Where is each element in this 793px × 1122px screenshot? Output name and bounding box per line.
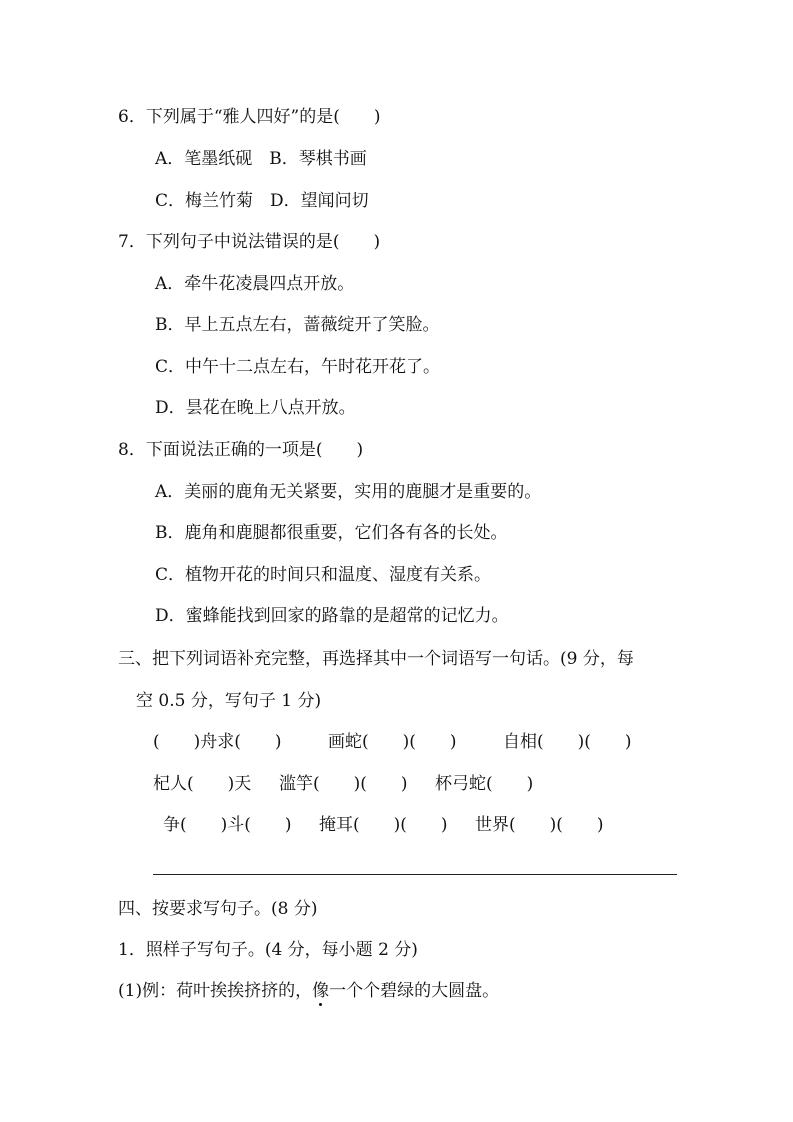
section3-heading: 三、把下列词语补充完整，再选择其中一个词语写一句话。(9 分，每 [118, 649, 634, 669]
idiom-fill-5: 滥竽( )( ) [279, 774, 408, 794]
section4-example [118, 980, 499, 1002]
q8-option-a: A．美丽的鹿角无关紧要，实用的鹿腿才是重要的。 [155, 482, 542, 502]
example-emphasis-char: 像 [312, 981, 330, 1001]
q8-option-d: D．蜜蜂能找到回家的路靠的是超常的记忆力。 [155, 606, 509, 626]
sentence-answer-line [153, 874, 677, 875]
q8-stem: 8．下面说法正确的一项是( ) [118, 440, 364, 460]
q6-options-ab: A．笔墨纸砚 B．琴棋书画 [155, 149, 367, 169]
section3-heading-cont: 空 0.5 分，写句子 1 分) [136, 691, 322, 711]
q7-option-c: C．中午十二点左右，午时花开花了。 [155, 357, 441, 377]
example-prefix: (1)例：荷叶挨挨挤挤的， [118, 981, 313, 1001]
q7-stem: 7．下列句子中说法错误的是( ) [118, 232, 381, 252]
q6-stem: 6．下列属于“雅人四好”的是( ) [118, 107, 381, 127]
idiom-fill-1: ( )舟求( ) [153, 732, 282, 752]
example-suffix: 一个个碧绿的大圆盘。 [329, 981, 500, 1001]
idiom-fill-4: 杞人( )天 [153, 774, 252, 794]
idiom-fill-9: 世界( )( ) [475, 815, 604, 835]
section4-q1: 1．照样子写句子。(4 分，每小题 2 分) [118, 940, 418, 960]
q7-option-d: D．昙花在晚上八点开放。 [155, 398, 356, 418]
idiom-fill-7: 争( )斗( ) [163, 815, 292, 835]
q8-option-b: B．鹿角和鹿腿都很重要，它们各有各的长处。 [155, 523, 508, 543]
section4-heading: 四、按要求写句子。(8 分) [118, 899, 318, 919]
idiom-fill-3: 自相( )( ) [503, 732, 632, 752]
q7-option-a: A．牵牛花凌晨四点开放。 [155, 274, 355, 294]
q8-option-c: C．植物开花的时间只和温度、湿度有关系。 [155, 565, 492, 585]
idiom-fill-6: 杯弓蛇( ) [435, 774, 534, 794]
idiom-fill-2: 画蛇( )( ) [328, 732, 457, 752]
q7-option-b: B．早上五点左右，蔷薇绽开了笑脸。 [155, 315, 440, 335]
idiom-fill-8: 掩耳( )( ) [319, 815, 448, 835]
q6-options-cd: C．梅兰竹菊 D．望闻问切 [155, 191, 369, 211]
